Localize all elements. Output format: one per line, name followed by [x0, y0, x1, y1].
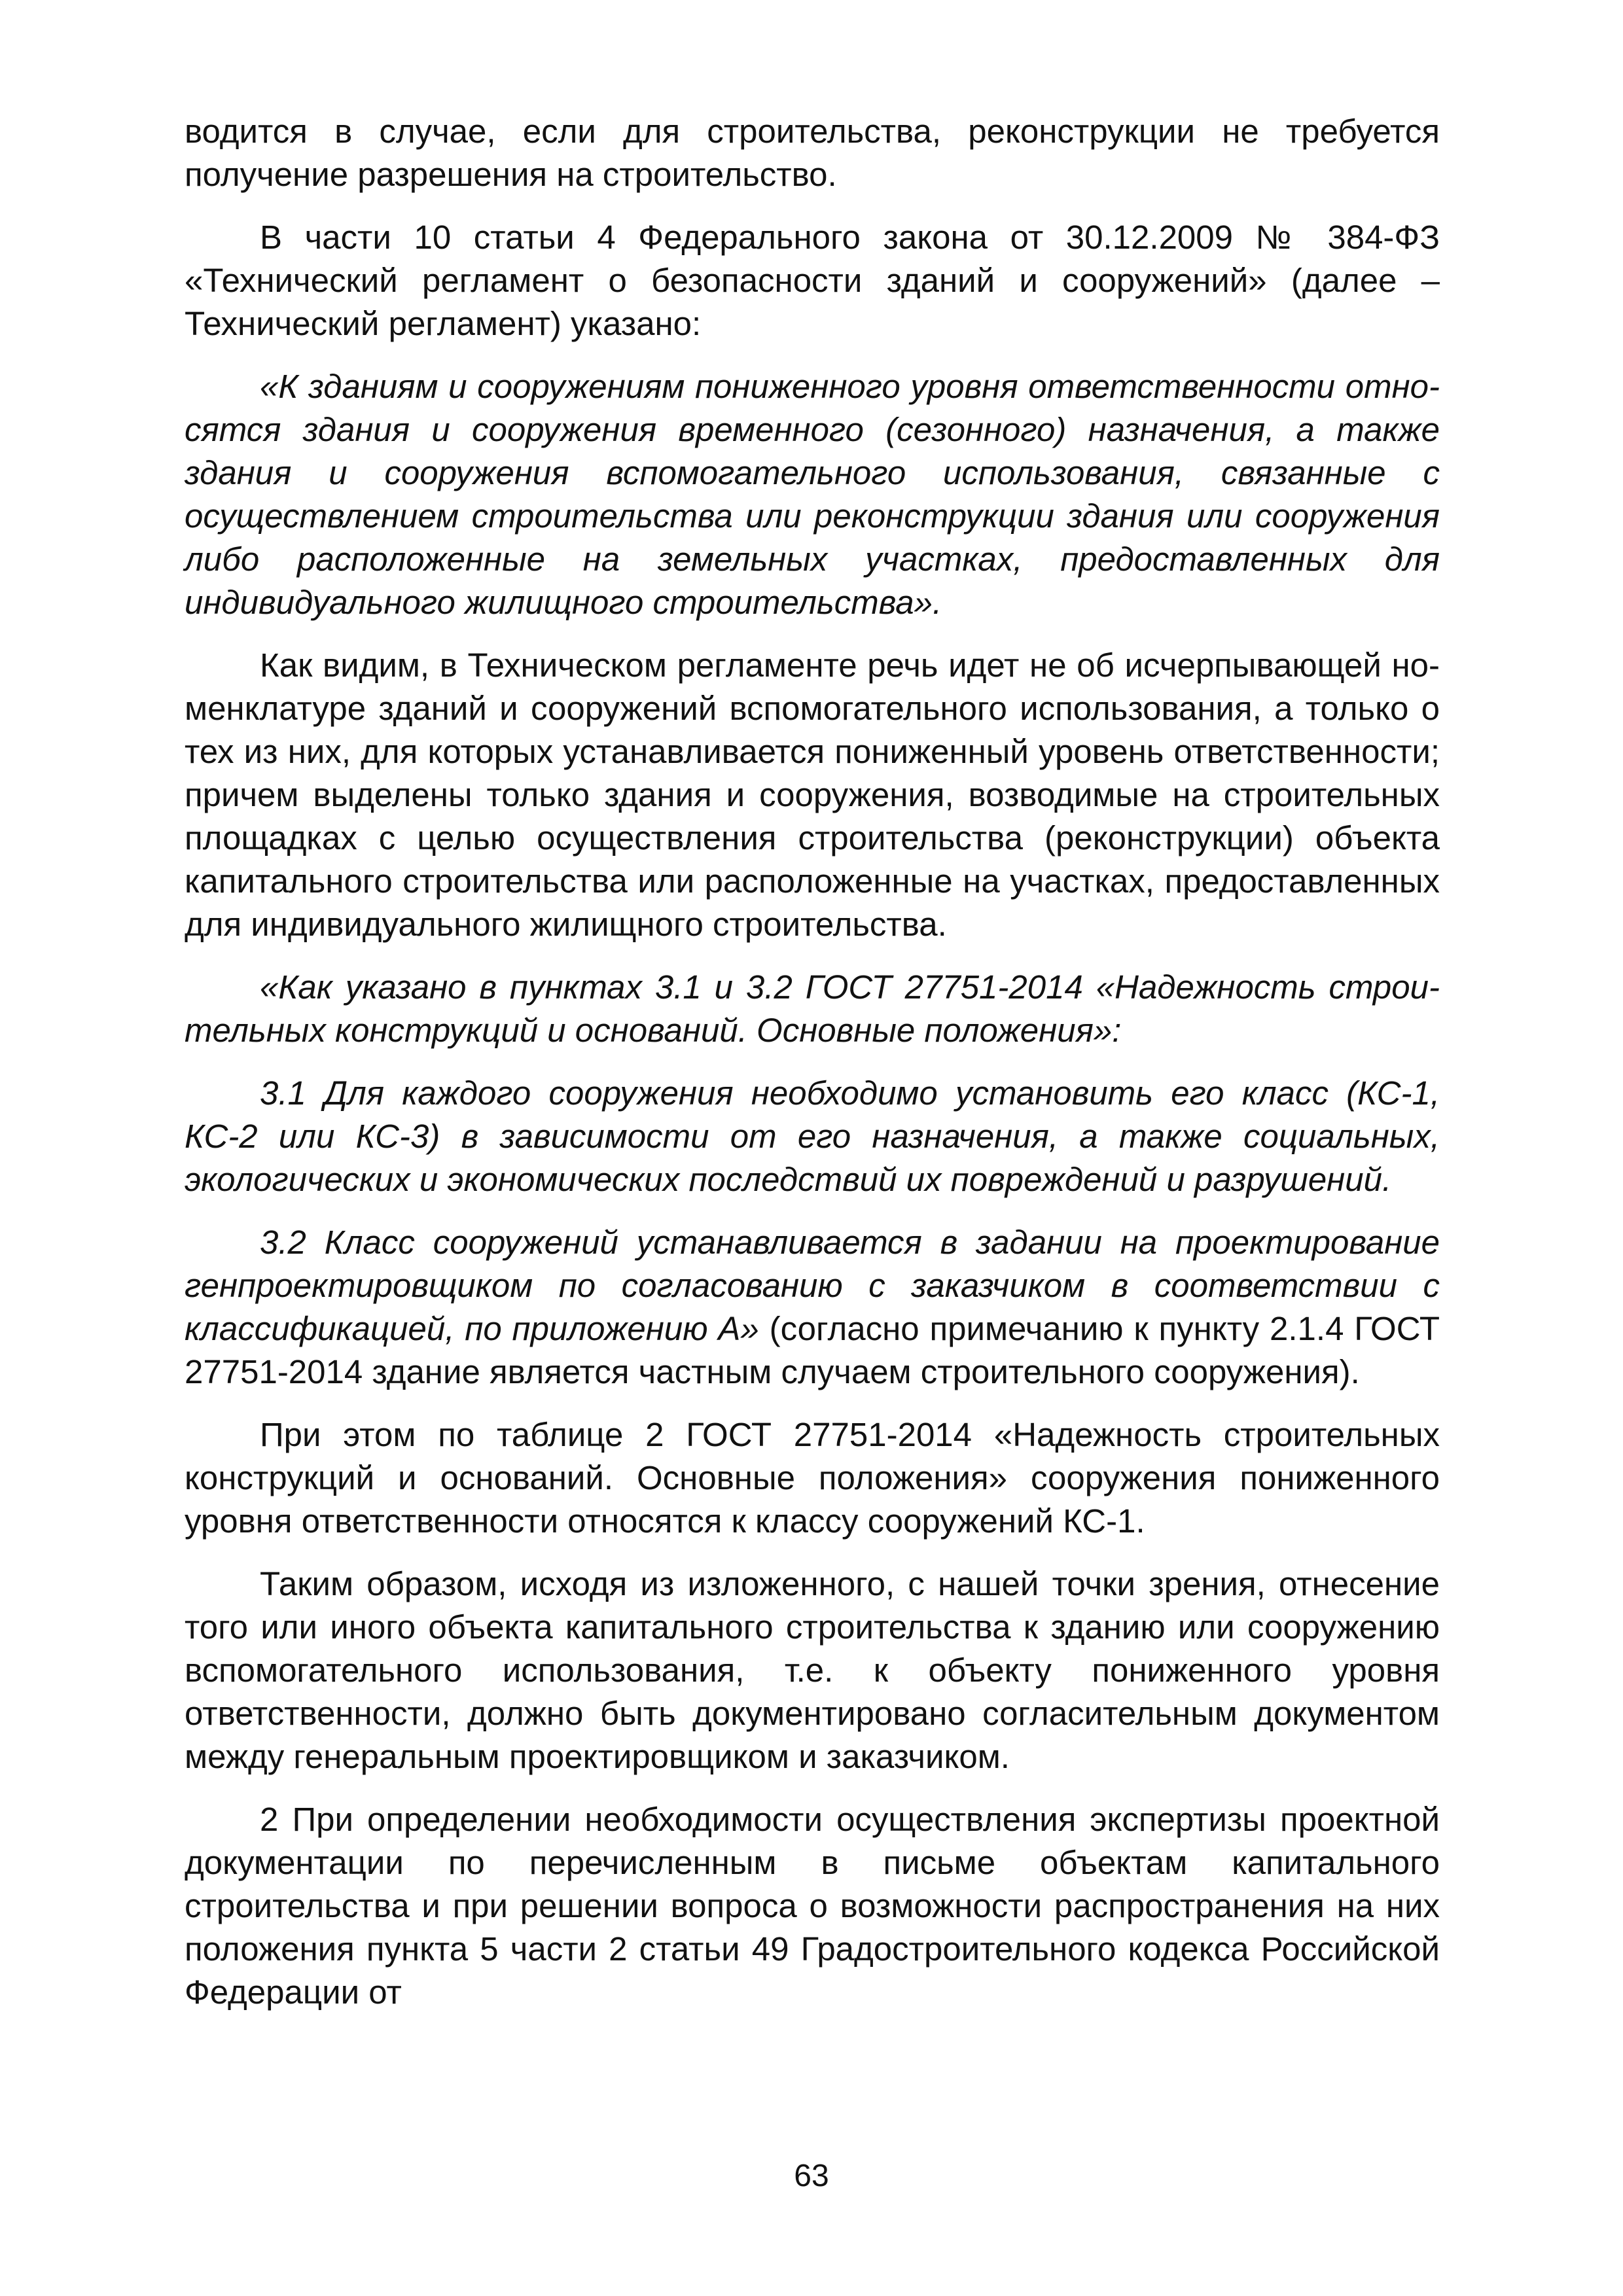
paragraph-conclusion: Таким образом, исходя из изложенного, с нашей точки зрения, отнесение того или иного объекта капитального строительства к зданию или сооружению вспомогательного использования, т.е. к объекту пониженного уровня ответственности, должно быть документировано согласительным документом между генеральным проектировщиком и заказчиком.: [185, 1565, 1440, 1775]
gost-3-2-quote: 3.2 Класс сооружений устанавливается в задании на проектирование генпроектировщиком по согласованию с заказчиком в соответствии с классификацией, по приложению А»: [185, 1224, 1440, 1347]
paragraph-regulation-quote: «К зданиям и сооружениям пониженного уровня ответственности относятся здания и сооружения временного (сезонного) назначения, а также здания и сооружения вспомогательного использования, связанные с осуществлением строительства или реконструкции здания или сооружения либо расположенные на земельных участках, предоставленных для индивидуального жилищного строительства».: [185, 368, 1440, 621]
paragraph-gost-3-2: [185, 1221, 1440, 1394]
gost-3-2-note: (согласно примечанию к пункту 2.1.4 ГОСТ 27751-2014 здание является частным случаем строительного сооружения).: [185, 1310, 1440, 1390]
paragraph-gost-3-1: 3.1 Для каждого сооружения необходимо установить его класс (КС-1, КС-2 или КС-3) в зависимости от его назначения, а также социальных, экологических и экономических последствий их повреждений и разрушений.: [185, 1074, 1440, 1198]
paragraph-table-2: При этом по таблице 2 ГОСТ 27751-2014 «Надежность строительных конструкций и оснований. Основные положения» сооружения пониженного уровня ответственности относятся к классу сооружений КС-1.: [185, 1416, 1440, 1540]
paragraph-tech-regulation-reference: В части 10 статьи 4 Федерального закона от 30.12.2009 № 384-ФЗ «Технический регламент о безопасности зданий и сооружений» (далее – Технический регламент) указано:: [185, 219, 1440, 342]
paragraph-continuation: водится в случае, если для строительства, реконструкции не требуется получение разрешения на строительство.: [185, 113, 1440, 193]
page-number: 63: [794, 2159, 829, 2193]
body-text: [185, 110, 1440, 2034]
paragraph-item-2: 2 При определении необходимости осуществления экспертизы проектной документации по перечисленным в письме объектам капитального строительства и при решении вопроса о возможности распространения на них положения пункта 5 части 2 статьи 49 Градостроительного кодекса Российской Федерации от: [185, 1801, 1440, 2011]
paragraph-gost-intro: «Как указано в пунктах 3.1 и 3.2 ГОСТ 27751-2014 «Надежность строительных конструкций и оснований. Основные положения»:: [185, 968, 1440, 1049]
paragraph-analysis: Как видим, в Техническом регламенте речь идет не об исчерпывающей номенклатуре зданий и сооружений вспомогательного использования, а только о тех из них, для которых устанавливается пониженный уровень ответственности; причем выделены только здания и сооружения, возводимые на строительных площадках с целью осуществления строительства (реконструкции) объекта капитального строительства или расположенные на участках, предоставленных для индивидуального жилищного строительства.: [185, 646, 1440, 943]
